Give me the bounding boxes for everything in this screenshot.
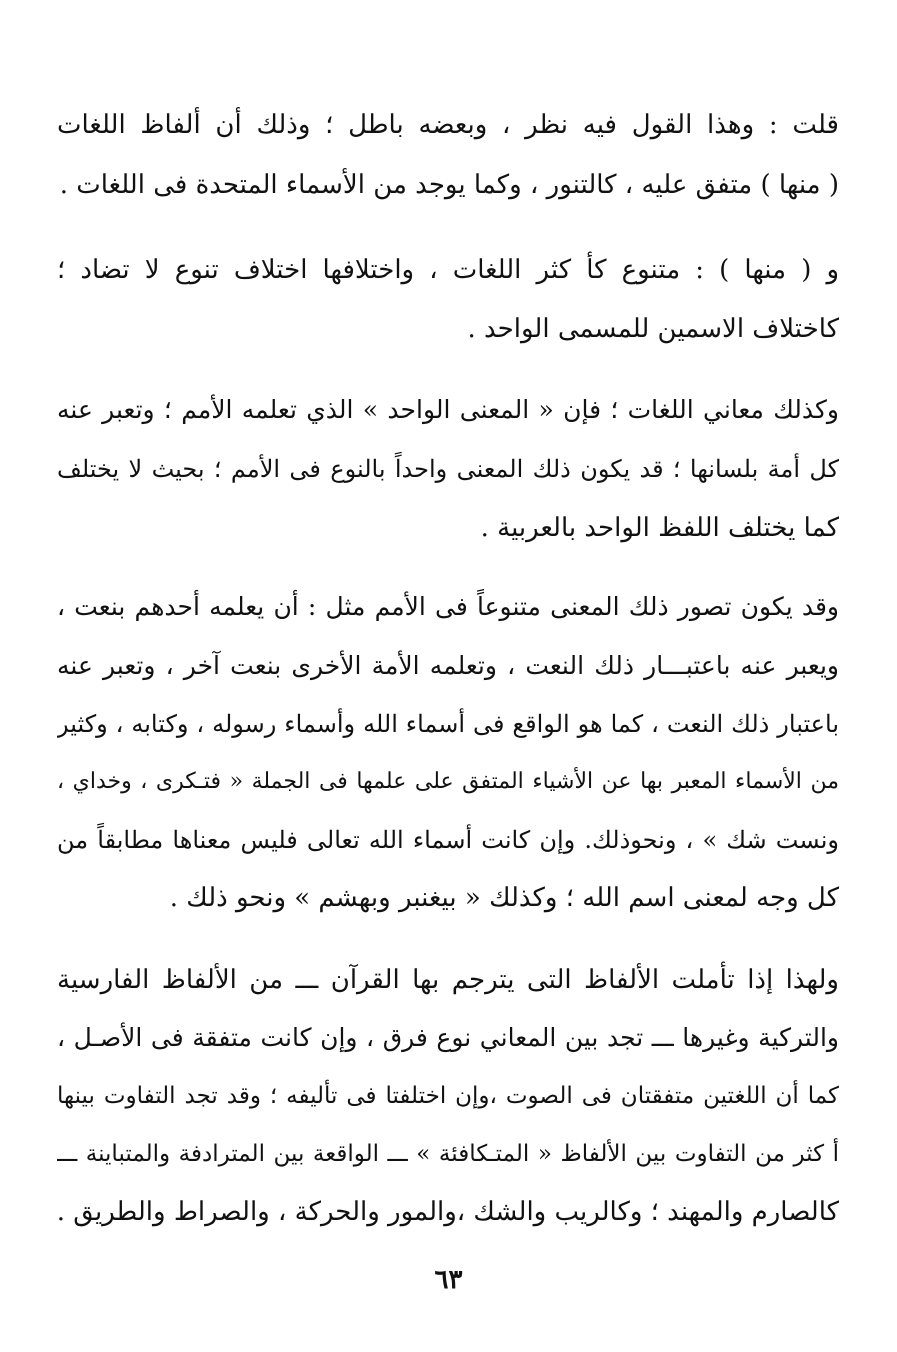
page-number: ٦٣ <box>434 1265 463 1295</box>
paragraph-2-line-1: و ( منها ) : متنوع كأ كثر اللغات ، واختلافها اختلاف تنوع لا تضاد ؛ <box>57 255 839 285</box>
paragraph-4-line-4: من الأسماء المعبر بها عن الأشياء المتفق على علمها فى الجملة « فتـكرى ، وخداي ، <box>57 769 839 794</box>
paragraph-4-line-1: وقد يكون تصور ذلك المعنى متنوعاً فى الأمم مثل : أن يعلمه أحدهم بنعت ، <box>57 592 839 621</box>
paragraph-5-line-5: كالصارم والمهند ؛ وكالريب والشك ،والمور والحركة ، والصراط والطريق . <box>57 1197 839 1227</box>
paragraph-3-line-2: كل أمة بلسانها ؛ قد يكون ذلك المعنى واحداً بالنوع فى الأمم ؛ بحيث لا يختلف <box>57 455 839 483</box>
paragraph-5-line-3: كما أن اللغتين متفقتان فى الصوت ،وإن اختلفتا فى تأليفه ؛ وقد تجد التفاوت بينها <box>57 1083 839 1109</box>
paragraph-1-line-2: ( منها ) متفق عليه ، كالتنور ، وكما يوجد من الأسماء المتحدة فى اللغات . <box>59 170 839 200</box>
paragraph-3-line-3: كما يختلف اللفظ الواحد بالعربية . <box>480 513 839 543</box>
paragraph-3-line-1: وكذلك معاني اللغات ؛ فإن « المعنى الواحد » الذي تعلمه الأمم ؛ وتعبر عنه <box>57 395 839 424</box>
paragraph-5-line-4: أ كثر من التفاوت بين الألفاظ « المتـكافئة » ـــ الواقعة بين المترادفة والمتباينة ـــ <box>57 1141 839 1167</box>
paragraph-1-line-1: قلت : وهذا القول فيه نظر ، وبعضه باطل ؛ وذلك أن ألفاظ اللغات <box>57 110 839 140</box>
paragraph-2-line-2: كاختلاف الاسمين للمسمى الواحد . <box>467 314 839 344</box>
paragraph-4-line-2: ويعبر عنه باعتبـــار ذلك النعت ، وتعلمه الأمة الأخرى بنعت آخر ، وتعبر عنه <box>57 651 839 680</box>
paragraph-5-line-2: والتركية وغيرها ـــ تجد بين المعاني نوع فرق ، وإن كانت متفقة فى الأصـل ، <box>57 1023 839 1052</box>
paragraph-4-line-3: باعتبار ذلك النعت ، كما هو الواقع فى أسماء الله وأسماء رسوله ، وكتابه ، وكثير <box>57 710 839 738</box>
paragraph-5-line-1: ولهذا إذا تأملت الألفاظ التى يترجم بها القرآن ـــ من الألفاظ الفارسية <box>57 965 839 995</box>
paragraph-4-line-6: كل وجه لمعنى اسم الله ؛ وكذلك « بيغنبر وبهشم » ونحو ذلك . <box>169 883 839 913</box>
paragraph-4-line-5: ونست شك » ، ونحوذلك. وإن كانت أسماء الله تعالى فليس معناها مطابقاً من <box>57 826 839 854</box>
